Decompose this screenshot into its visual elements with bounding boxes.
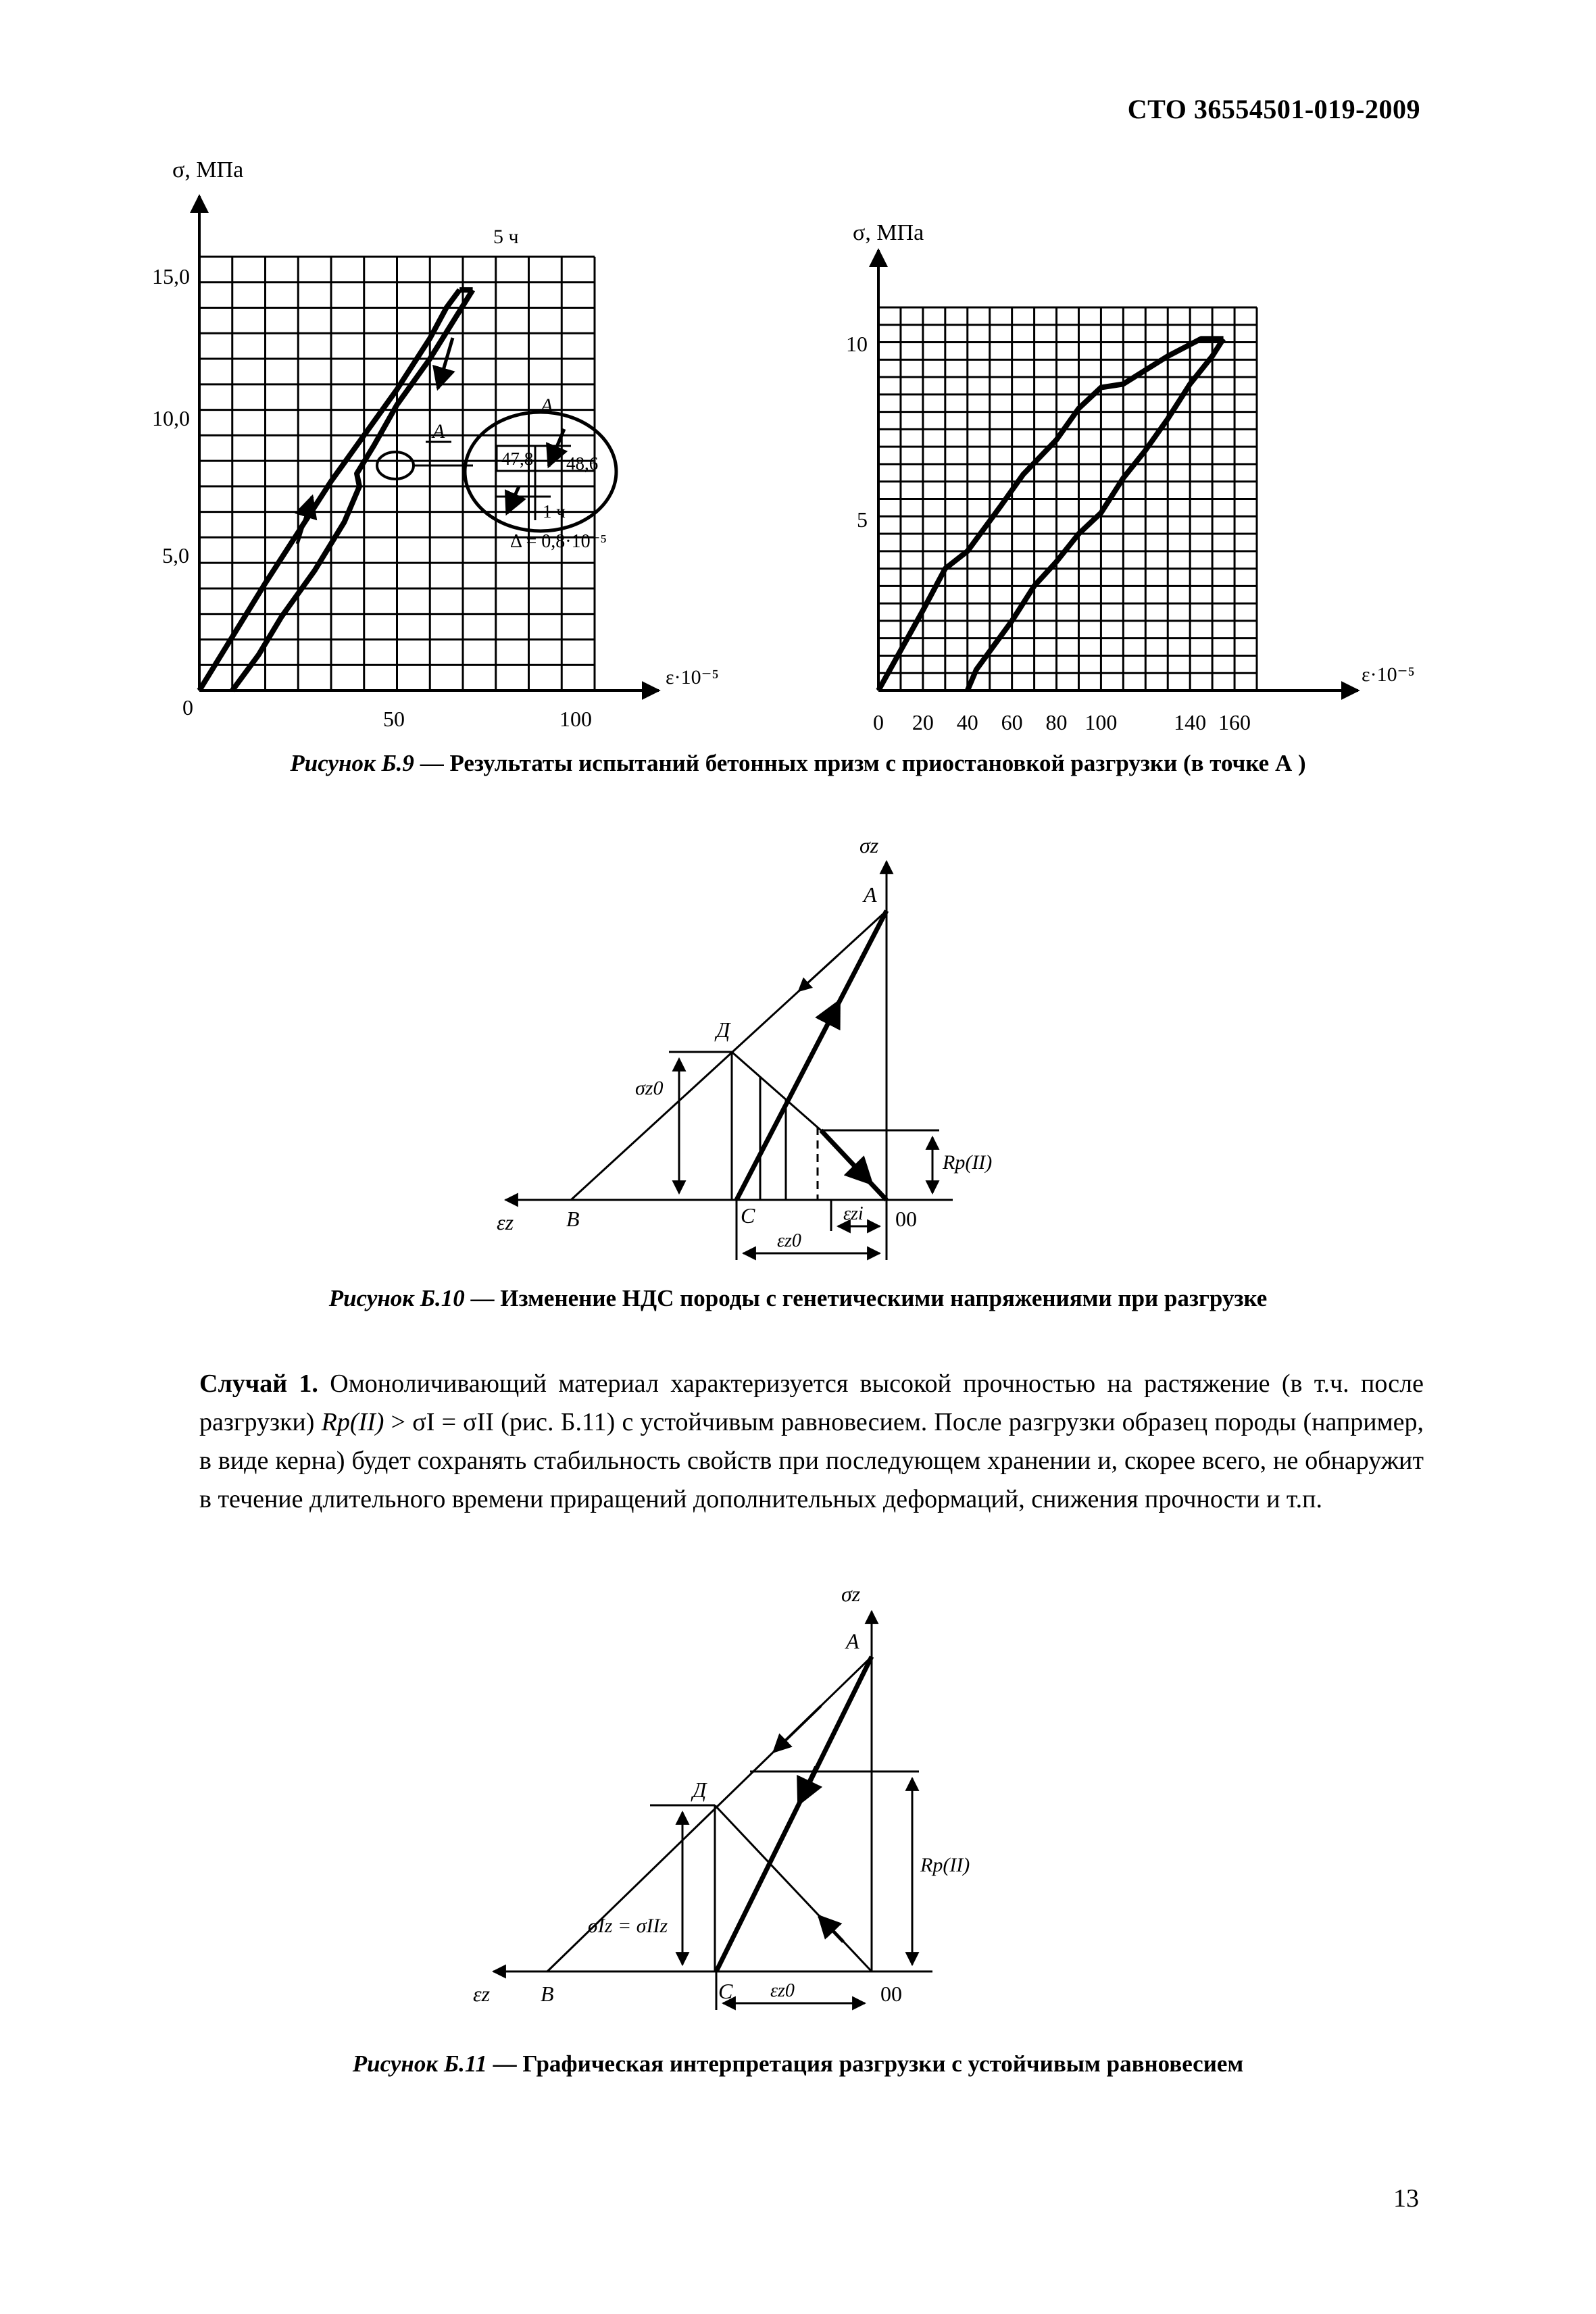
b10-point-a: А [864,882,877,907]
right-chart-xtick: 60 [1001,710,1023,734]
inset-delta-label: Δ = 0,8·10⁻⁵ [510,531,607,552]
figure-b9 [0,0,1596,757]
b10-line-ac [737,911,887,1200]
document-code: СТО 36554501-019-2009 [1127,94,1420,124]
left-chart-ytick-0: 0 [182,695,193,720]
left-chart-ytick-5: 5,0 [162,543,189,568]
left-chart-ytick-10: 10,0 [152,406,190,430]
b11-sigma-label: σz [841,1582,861,1606]
right-chart-xtick: 20 [912,710,934,734]
right-chart-xtick: 140 [1174,710,1207,734]
case-1-text-2: > σI = σII (рис. Б.11) с устойчивым равновесием. После разгрузки образец породы (например, в виде керна) будет сохранять стабильность свойств при последующем хранении и, скорее всего, не обнаружит в течение длительного времени приращений дополнительных деформаций, снижения прочности и т.п. [199,1408,1424,1513]
b11-point-c: С [718,1979,733,2003]
inset-time-label: 1 ч [543,501,566,522]
figure-b11-caption-num: Рисунок Б.11 [352,2051,487,2077]
b11-line-do [715,1805,872,1971]
b10-point-c: С [741,1203,755,1228]
case-1-paragraph [199,1365,1424,1519]
figure-b10 [0,818,1596,1263]
figure-b9-caption-num: Рисунок Б.9 [290,750,414,776]
left-chart-xtick-100: 100 [559,707,592,731]
page-number: 13 [1393,2184,1419,2213]
b10-rp-label: Rp(II) [943,1151,993,1174]
b10-point-b: В [566,1207,580,1231]
right-chart-xtick: 160 [1218,710,1251,734]
figure-b11 [0,1567,1596,2006]
left-chart-ytick-15: 15,0 [152,264,190,288]
b10-arrow-ad [799,955,838,991]
b11-point-a: А [846,1629,859,1653]
inset-arrow-down-2 [507,486,519,513]
left-chart-ylabel: σ, МПа [172,157,244,182]
left-chart-xlabel: ε·10⁻⁵ [666,666,719,688]
inset-value-left: 47,8 [501,449,534,469]
right-chart-grid [878,307,1257,690]
figure-b10-caption-num: Рисунок Б.10 [328,1285,465,1311]
right-chart-xtick: 0 [873,710,884,734]
right-chart-ylabel: σ, МПа [853,220,924,245]
figure-b10-caption-text: — Изменение НДС породы с генетическими напряжениями при разгрузке [464,1285,1268,1311]
right-chart-xtick: 80 [1045,710,1068,734]
left-series-loading [199,290,459,690]
b10-epszi-label: εzi [843,1203,864,1224]
b11-point-d: Д [693,1778,707,1802]
left-chart-label-5h: 5 ч [493,226,519,248]
b10-line-ba [571,911,887,1200]
right-chart-x-ticks [873,710,1251,734]
right-chart-ytick-10: 10 [846,332,868,356]
b10-eps-label: εz [497,1210,514,1234]
case-1-rp: Rp(II) [321,1408,384,1436]
right-chart-xtick: 40 [956,710,978,734]
figure-b11-caption-text: — Графическая интерпретация разгрузки с устойчивым равновесием [487,2051,1244,2077]
left-chart-series [199,290,473,690]
figure-b11-caption [0,2051,1596,2078]
left-series-unloading [232,290,473,690]
b11-epsz0-label: εz0 [770,1980,795,2001]
b11-arrow-ad [774,1706,821,1752]
case-1-lead: Случай 1. [199,1369,318,1398]
figure-b10-caption [0,1285,1596,1312]
left-chart-xtick-50: 50 [383,707,405,731]
b11-eps-label: εz [473,1982,491,2006]
b10-arrow-do [848,1159,872,1184]
b11-sigma-eq-label: σIz = σIIz [588,1915,668,1937]
b11-rp-label: Rp(II) [920,1854,970,1876]
inset-label-a: А [541,395,553,417]
b10-arrow-ca [821,1001,839,1037]
right-chart-xtick: 100 [1084,710,1118,734]
case-1-text-1: Омоноличивающий материал характеризуется высокой прочностью на растяжение (в т.ч. после разгрузки) [199,1369,1424,1436]
point-a-marker [377,452,414,479]
b10-sigma-label: σz [859,833,879,857]
b10-point-o: 00 [895,1207,917,1231]
right-chart-xlabel: ε·10⁻⁵ [1362,663,1415,686]
right-chart-ytick-5: 5 [857,507,868,532]
b11-line-ac [716,1657,872,1971]
inset-value-right: 48,6 [566,453,599,474]
figure-b9-caption [0,750,1596,777]
b11-point-o: 00 [880,1982,902,2006]
b10-epsz0-label: εz0 [777,1230,801,1251]
b10-sigma-z0-label: σz0 [635,1077,664,1099]
b11-arrow-od [819,1916,843,1942]
figure-b9-caption-text: — Результаты испытаний бетонных призм с приостановкой разгрузки (в точке А ) [414,750,1306,776]
b11-point-b: В [541,1982,554,2006]
b10-point-d: Д [716,1017,730,1042]
point-a-label: А [432,420,445,443]
